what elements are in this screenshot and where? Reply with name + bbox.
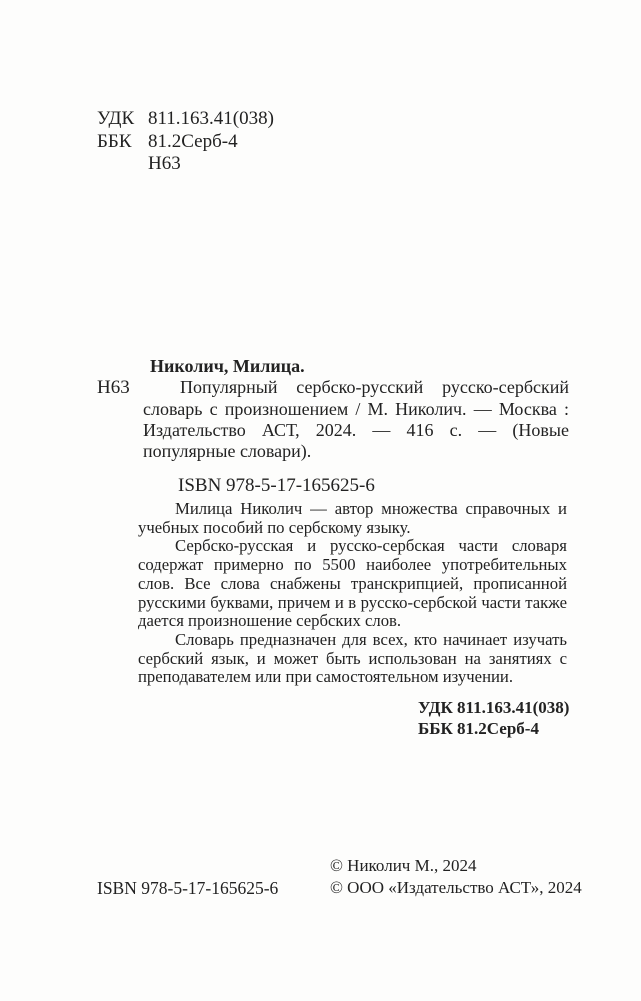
footer-copyright-block — [330, 855, 582, 898]
author-sign-code: Н63 — [97, 377, 130, 398]
bbk-row — [97, 131, 274, 154]
bottom-classification-block — [418, 698, 569, 739]
bbk-label: ББК — [97, 130, 132, 152]
biblio-author: Николич, Милица. — [150, 356, 305, 376]
author-sign-row — [97, 153, 274, 176]
udk-row — [97, 108, 274, 131]
udk-value: 811.163.41(038) — [148, 108, 274, 129]
author-sign-value: Н63 — [148, 153, 181, 174]
udk-bold-line: УДК 811.163.41(038) — [418, 698, 570, 717]
copyright-publisher-line: © ООО «Издательство АСТ», 2024 — [330, 877, 582, 897]
biblio-description: Популярный сербско-русский русско-сербский словарь с произношением / М. Николич. — Москва : Издательство АСТ, 2024. — 416 с. — (Новые популярные словари). — [143, 377, 569, 462]
author-sign-spacer — [97, 153, 148, 176]
bbk-value: 81.2Серб-4 — [148, 130, 238, 152]
bbk-bold-line: ББК 81.2Серб-4 — [418, 718, 539, 738]
annotation-paragraph-1: Милица Николич — автор множества справочных и учебных пособий по сербскому языку. — [138, 499, 567, 537]
annotation-paragraph-2: Сербско-русская и русско-сербская части словаря содержат примерно по 5500 наиболее употребительных слов. Все слова снабжены транскрипцией, прописанной русскими буквами, причем и в русско-сербской части также дается произношение сербских слов. — [138, 536, 567, 631]
udk-label: УДК — [97, 108, 135, 129]
top-classification-block — [97, 108, 274, 176]
copyright-author-line: © Николич М., 2024 — [330, 856, 477, 875]
footer-isbn: ISBN 978-5-17-165625-6 — [97, 878, 279, 898]
annotation-block — [138, 500, 567, 687]
isbn-line: ISBN 978-5-17-165625-6 — [178, 475, 375, 496]
bibliographic-entry — [97, 356, 569, 462]
annotation-paragraph-3: Словарь предназначен для всех, кто начинает изучать сербский язык, и может быть использован на занятиях с преподавателем или при самостоятельном изучении. — [138, 629, 567, 687]
